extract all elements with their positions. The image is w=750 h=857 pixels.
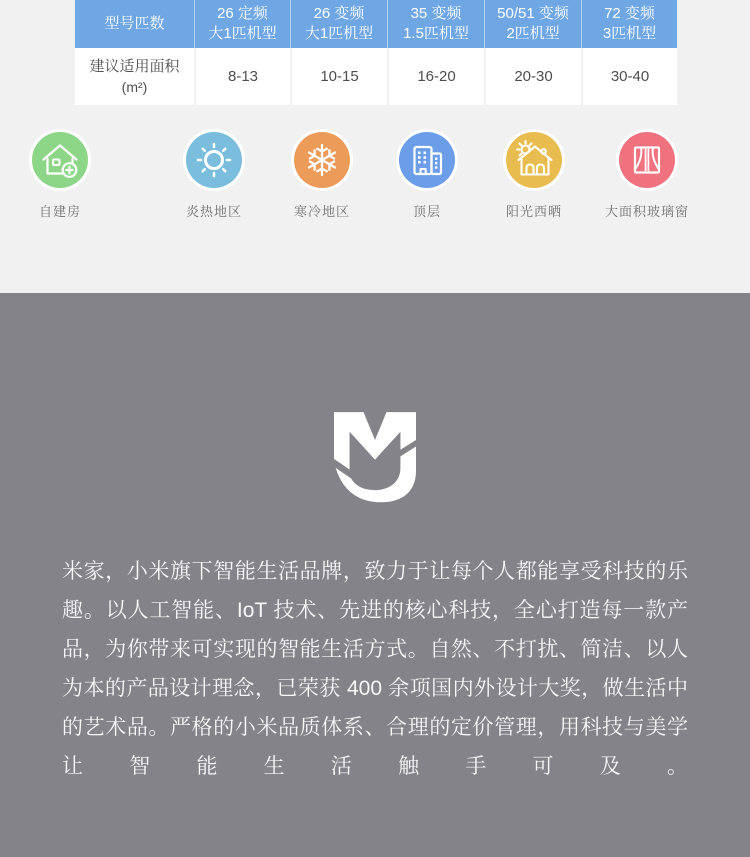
scenario-label: 大面积玻璃窗 [604,204,689,219]
spec-section [0,0,750,293]
buildings-icon [399,132,455,188]
house-plus-icon [32,132,88,188]
table-header-col [484,0,581,48]
scenario-label: 阳光西晒 [505,204,562,219]
scenario-label: 炎热地区 [185,204,242,219]
area-value: 16-20 [417,68,456,85]
snowflake-icon [294,132,350,188]
model-name: 50/51 变频 [497,5,569,22]
scenario-self-built [0,132,120,220]
spec-table [75,0,677,105]
row-label: 建议适用面积 [89,57,180,75]
table-cell-area [387,48,484,105]
table-header-col [581,0,677,48]
mijia-logo [334,412,416,504]
area-value: 20-30 [514,68,553,85]
table-header-col [290,0,387,48]
window-curtains-icon [619,132,675,188]
house-sun-icon [506,132,562,188]
scenario-label: 顶层 [412,204,441,219]
model-type: 1.5匹机型 [403,25,469,42]
model-name: 72 变频 [604,5,655,22]
scenario-glass-window [587,132,707,220]
brand-description: 米家，小米旗下智能生活品牌，致力于让每个人都能享受科技的乐趣。以人工智能、IoT 技术、先进的核心科技，全心打造每一款产品，为你带来可实现的智能生活方式。自然、不打扰、简洁、以人为本的产品设计理念，已荣获 400 余项国内外设计大奖，做生活中的艺术品。严格的小米品质体系、合理的定价管理，用科技与美学让智能生活触手可及。 [62,560,688,778]
area-value: 10-15 [320,68,359,85]
row-label-unit: (m²) [121,78,148,95]
model-name: 26 变频 [313,5,365,22]
sun-icon [186,132,242,188]
area-value: 30-40 [610,68,650,85]
table-cell-area [484,48,581,105]
table-cell-area [581,48,677,105]
scenario-label: 自建房 [38,204,81,219]
table-row-label [75,48,194,105]
table-cell-area [194,48,290,105]
table-header-col [387,0,484,48]
scenario-top-floor [367,132,487,220]
model-type: 大1匹机型 [208,25,277,42]
model-name: 26 定频 [217,5,268,22]
model-type: 2匹机型 [506,25,560,42]
brand-section [0,293,750,857]
scenario-west-sun [474,132,594,220]
area-value: 8-13 [227,68,259,85]
model-name: 35 变频 [410,5,462,22]
model-type: 大1匹机型 [304,25,374,42]
table-header-model [75,0,194,48]
table-header-col [194,0,290,48]
scenario-cold-region [262,132,382,220]
table-header-label: 型号匹数 [104,15,165,32]
scenario-hot-region [154,132,274,220]
scenario-label: 寒冷地区 [293,204,350,219]
table-cell-area [290,48,387,105]
model-type: 3匹机型 [602,25,657,42]
